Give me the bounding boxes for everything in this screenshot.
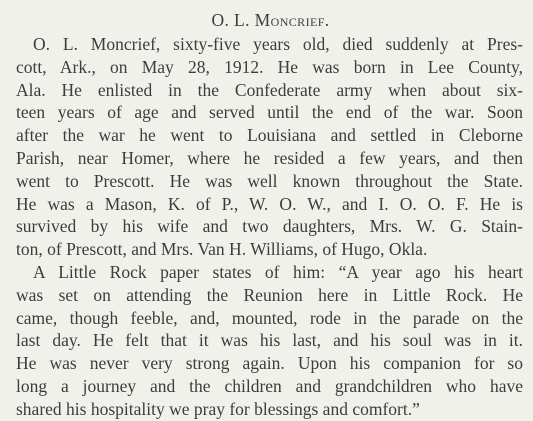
text-line: long a journey and the children and grandchildren who have: [16, 375, 523, 396]
text-line: shared his hospitality we pray for blessings and comfort.”: [16, 398, 420, 419]
text-line: A Little Rock paper states of him: “A year ago his heart: [33, 261, 523, 282]
text-line: He was never very strong again. Upon his companion for so: [16, 353, 523, 374]
text-line: after the war he went to Louisiana and settled in Cleborne: [16, 125, 523, 146]
text-line: Parish, near Homer, where he resided a few years, and then: [16, 147, 523, 168]
paragraph-quote: [16, 261, 525, 421]
text-line: ton, of Prescott, and Mrs. Van H. Williams, of Hugo, Okla.: [16, 239, 428, 260]
text-line: went to Prescott. He was well known throughout the State.: [16, 170, 523, 191]
paragraph-obituary: [16, 33, 525, 261]
text-line: O. L. Moncrief, sixty-five years old, died suddenly at Pres-: [33, 34, 523, 54]
text-line: teen years of age and served until the end of the war. Soon: [16, 102, 523, 123]
text-line: cott, Ark., on May 28, 1912. He was born in Lee County,: [16, 56, 523, 77]
text-line: last day. He felt that it was his last, and his soul was in it.: [16, 330, 523, 351]
article-title: O. L. Moncrief.: [211, 10, 330, 30]
text-line: Ala. He enlisted in the Confederate army when about six-: [16, 79, 523, 100]
text-line: was set on attending the Reunion here in Little Rock. He: [16, 284, 523, 305]
text-line: survived by his wife and two daughters, Mrs. W. G. Stain-: [16, 216, 523, 237]
text-line: He was a Mason, K. of P., W. O. W., and I. O. O. F. He is: [16, 193, 523, 214]
text-line: came, though feeble, and, mounted, rode in the parade on the: [16, 307, 523, 328]
